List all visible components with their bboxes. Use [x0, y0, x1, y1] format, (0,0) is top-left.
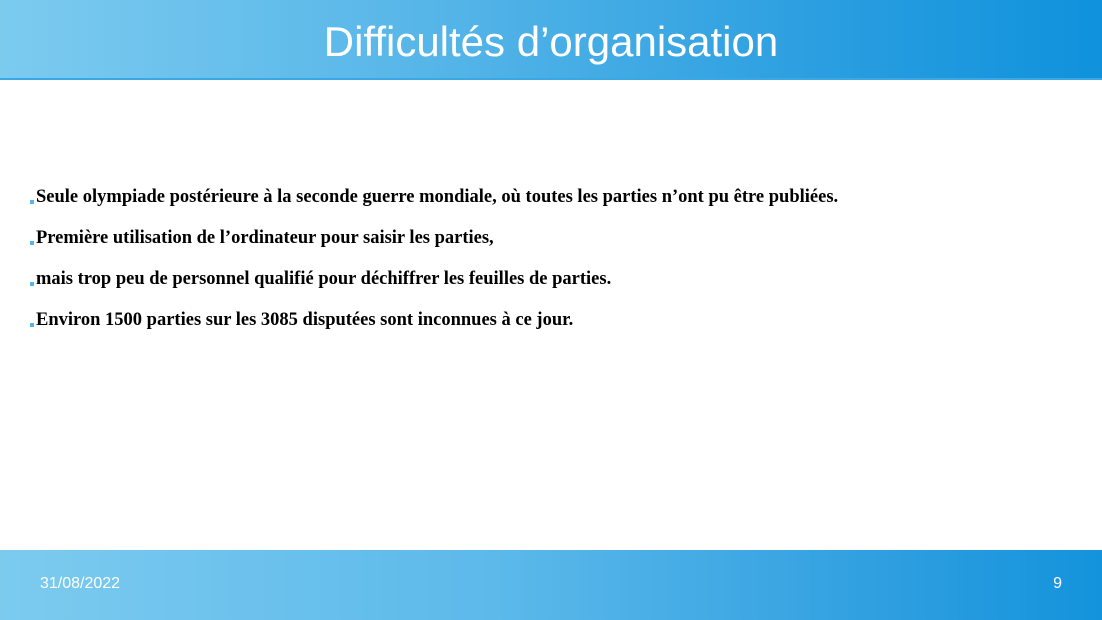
slide-title: Difficultés d’organisation — [323, 18, 779, 65]
bullet-text: Environ 1500 parties sur les 3085 disputées sont inconnues à ce jour. — [36, 310, 574, 330]
title-bar — [0, 0, 1102, 80]
bullet-item — [30, 184, 1090, 211]
bullet-text: Première utilisation de l’ordinateur pour saisir les parties, — [36, 228, 494, 248]
bullet-item — [30, 266, 1090, 293]
bullet-item — [30, 307, 1090, 334]
bullet-list — [30, 184, 1090, 348]
footer-date: 31/08/2022 — [40, 575, 121, 592]
bullet-text: Seule olympiade postérieure à la seconde guerre mondiale, où toutes les parties n’ont pu être publiées. — [36, 187, 839, 207]
bullet-marker-icon — [30, 323, 34, 327]
page-number: 9 — [1053, 575, 1062, 592]
bullet-item — [30, 225, 1090, 252]
bullet-marker-icon — [30, 282, 34, 286]
bullet-text: mais trop peu de personnel qualifié pour déchiffrer les feuilles de parties. — [36, 269, 612, 289]
footer-bar — [0, 550, 1102, 620]
bullet-marker-icon — [30, 241, 34, 245]
bullet-marker-icon — [30, 200, 34, 204]
